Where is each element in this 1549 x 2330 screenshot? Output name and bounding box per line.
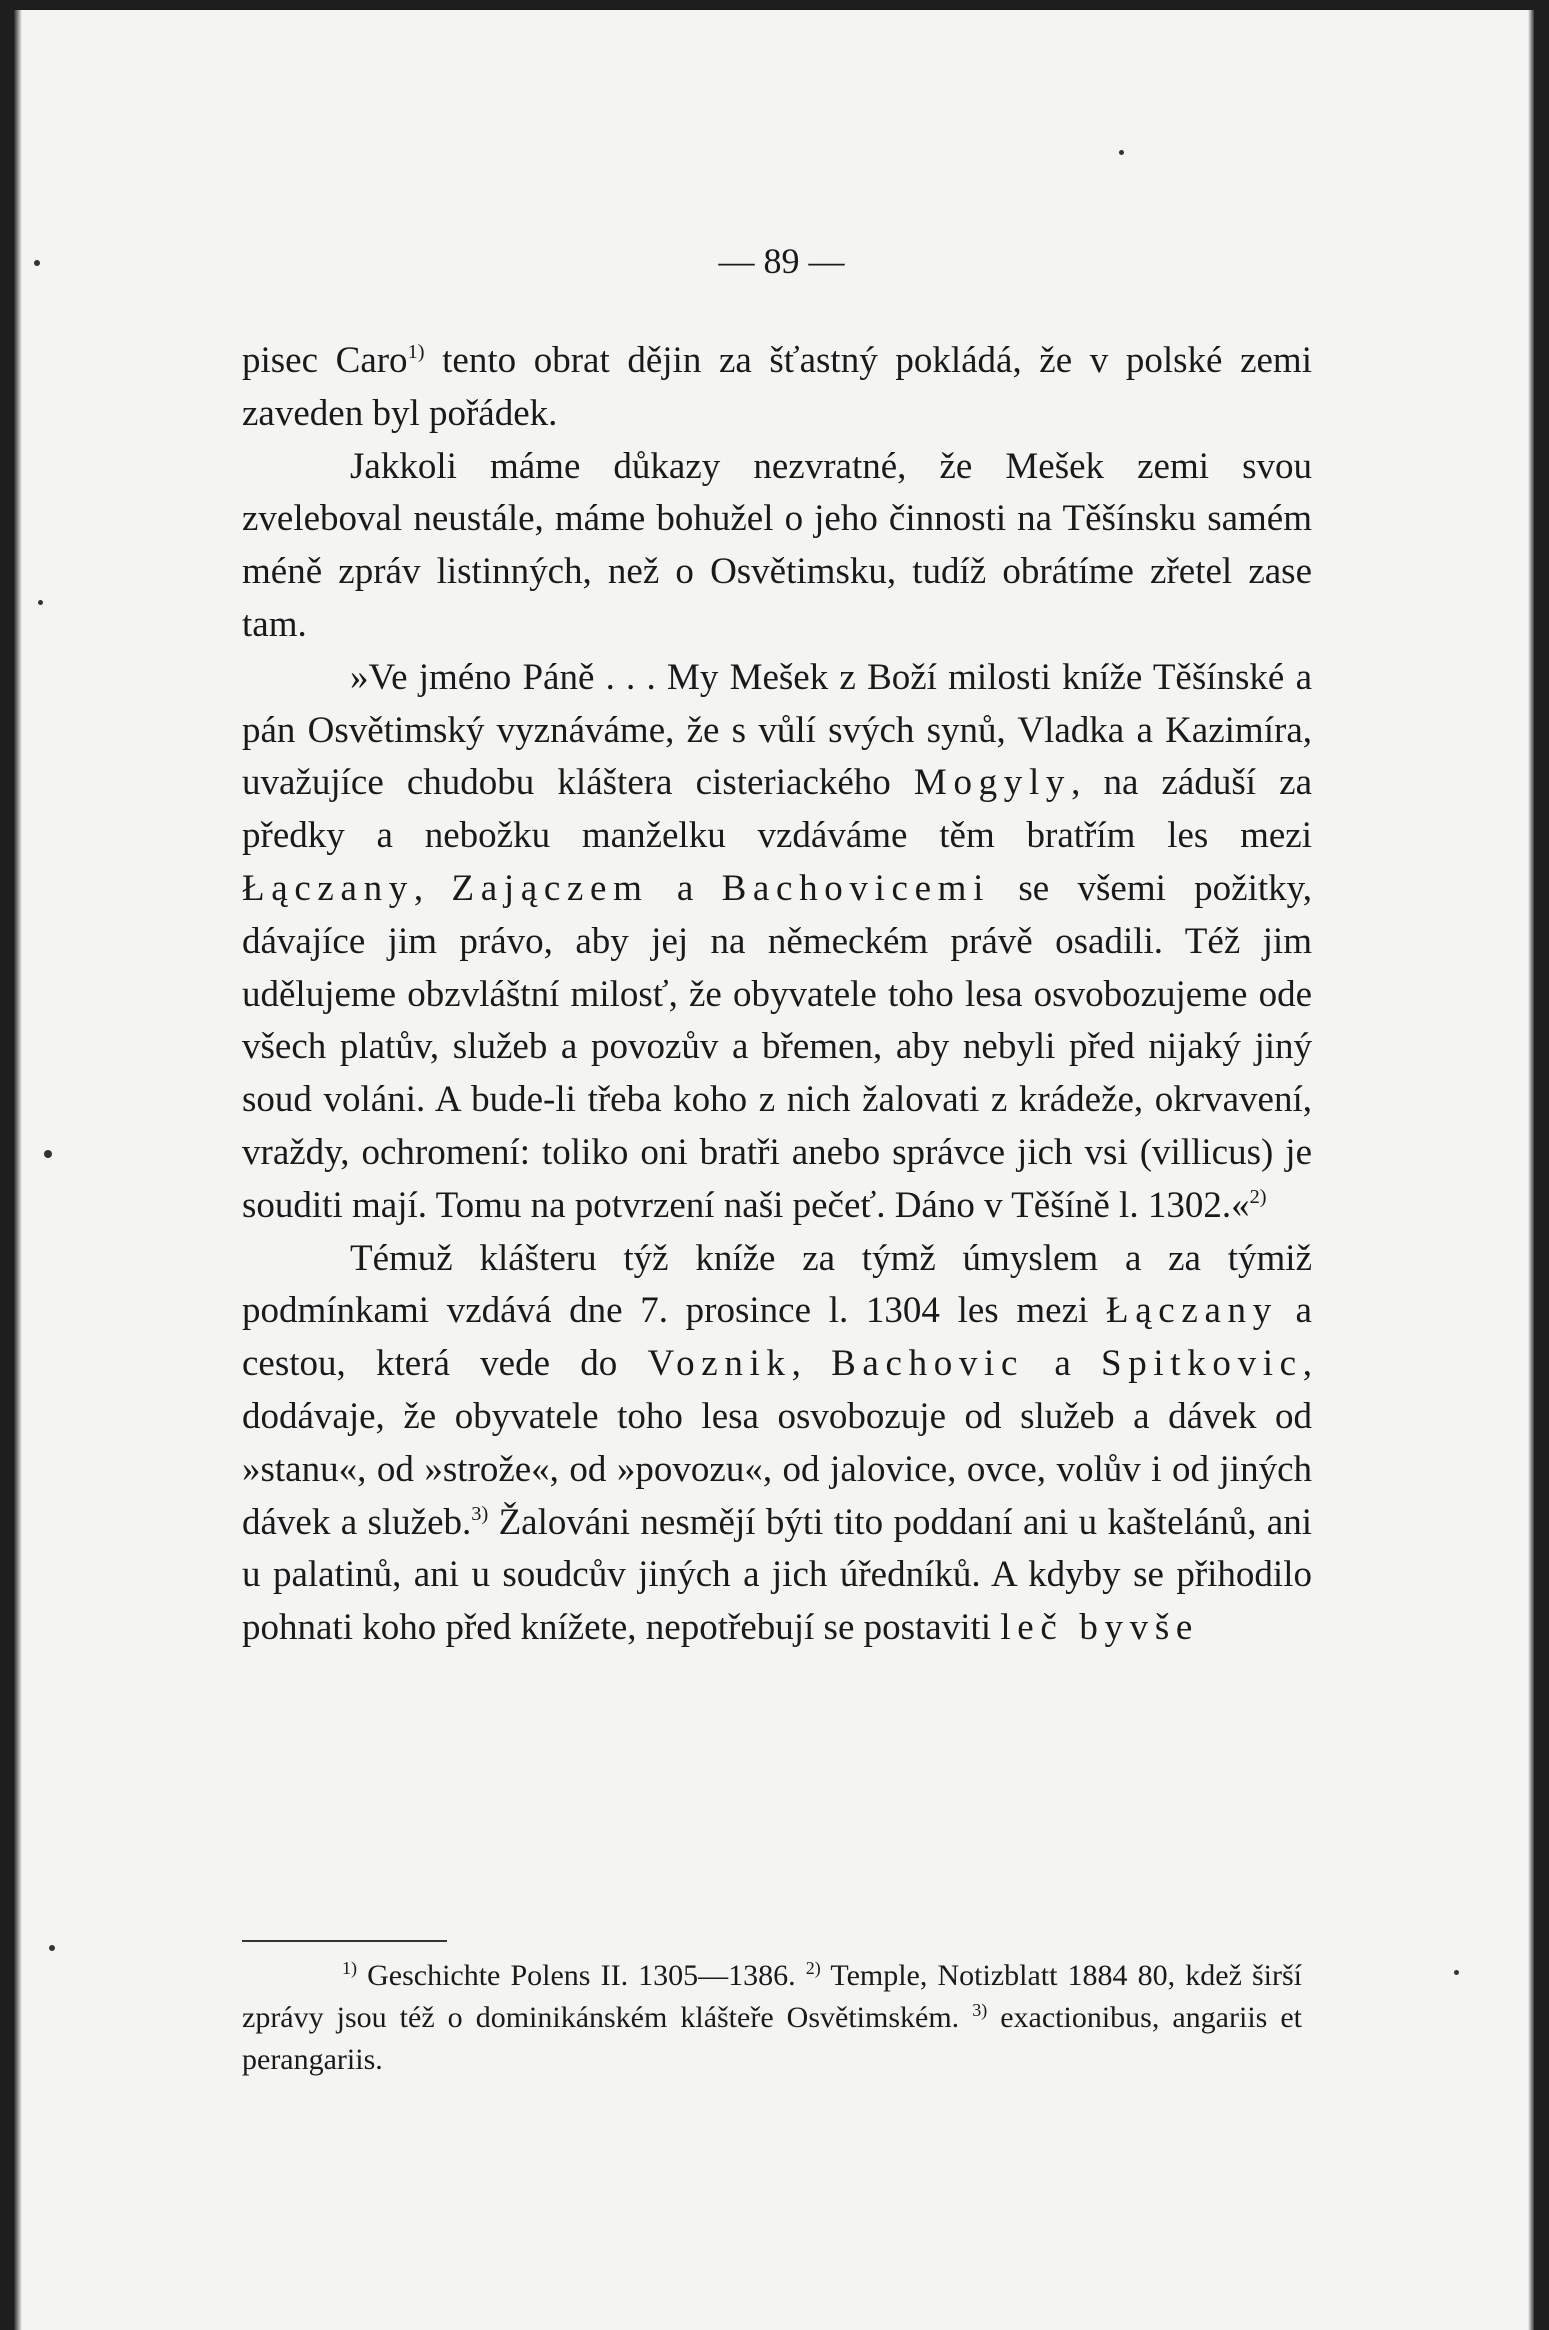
speck-mark	[44, 1150, 52, 1158]
footnote-ref-2: 2)	[1249, 1185, 1267, 1208]
footnote-ref-1: 1)	[407, 340, 425, 363]
footnote-number: 2)	[805, 1958, 821, 1979]
main-text	[242, 335, 1312, 1655]
speck-mark	[38, 600, 43, 605]
place-name: Zajączem	[451, 867, 649, 909]
speck-mark	[1454, 1970, 1459, 1975]
footnote-number: 1)	[342, 1958, 357, 1979]
place-name: Voznik	[647, 1343, 792, 1385]
place-name: Łączany	[1105, 1290, 1278, 1332]
text-run: se všemi požitky, dávajíce jim právo, aby jej na německém právě osadili. Též jim udělujeme obzvláštní milosť, že obyvatele toho lesa osvobozujeme ode všech platův, služeb a povozův a břemen, aby nebyli před nijaký jiný soud voláni. A bude-li třeba koho z nich žalovati z krádeže, okrvavení, vraždy, ochromení: toliko oni bratři anebo správce jich vsi (villicus) je souditi mají. Tomu na potvrzení naši pečeť. Dáno v Těšíně l. 1302.«	[242, 867, 1313, 1226]
text-run: a	[648, 867, 722, 909]
footnote-text: Geschichte Polens II. 1305—1386.	[357, 1959, 806, 1992]
footnote-ref-3: 3)	[471, 1502, 489, 1525]
footnote-separator	[242, 1940, 447, 1942]
place-name: Bachovic	[831, 1343, 1025, 1385]
text-run: Témuž klášteru týž kníže za týmž úmyslem a za týmiž podmínkami vzdává dne 7. prosince l. 1304 les mezi	[242, 1237, 1312, 1332]
book-page	[14, 10, 1534, 2330]
page-number: — 89 —	[718, 241, 845, 281]
footnote-text: Temple, Notizblatt 1884 80, kdež širší zprávy jsou též o dominikánském klášteře Osvětimském.	[242, 1959, 1302, 2034]
place-name: Bachovicemi	[721, 867, 991, 909]
speck-mark	[49, 1945, 55, 1951]
text-run: tento obrat dějin za šťastný pokládá, že v polské zemi zaveden byl pořádek.	[242, 340, 1312, 434]
page-left-edge	[14, 10, 22, 2330]
paragraph-3-charter-quote	[242, 652, 1312, 1233]
paragraph-2: Jakkoli máme důkazy nezvratné, že Mešek zemi svou zveleboval neustále, máme bohužel o jeho činnosti na Těšínsku samém méně zpráv listinných, než o Osvětimsku, tudíž obrátíme zřetel zase tam.	[242, 445, 1312, 645]
place-name: Spitkovic	[1100, 1343, 1303, 1385]
text-run: Žalováni nesmějí býti tito poddaní ani u kaštelánů, ani u palatinů, ani u soudcův jiných a jich úředníků. A kdyby se přihodilo pohnati koho před knížete, nepotřebují se postaviti	[242, 1501, 1312, 1649]
text-run: , dodávaje, že obyvatele toho lesa osvobozuje od služeb a dávek od »stanu«, od »strože«, od »povozu«, od jalovice, ovce, volův i od jiných dávek a služeb.	[242, 1343, 1312, 1543]
place-name: Mogyly	[913, 762, 1072, 804]
footnotes	[242, 1955, 1302, 2081]
text-run: »Ve jméno Páně . . . My Mešek z Boží milosti kníže Těšínské a pán Osvětimský vyznáváme, že s vůlí svých synů, Vladka a Kazimíra, uvažujíce chudobu kláštera cisteriackého	[242, 656, 1312, 804]
page-right-edge	[1528, 10, 1534, 2330]
text-run: a cestou, která vede do	[242, 1290, 1312, 1385]
speck-mark	[1119, 150, 1124, 155]
paragraph-4	[242, 1233, 1312, 1655]
emphasis: leč byvše	[1000, 1607, 1199, 1649]
text-run: a	[1024, 1343, 1101, 1385]
footnote-text: exactionibus, angariis et perangariis.	[242, 2001, 1302, 2076]
text-run: ,	[791, 1343, 832, 1385]
text-run: , na záduší za předky a nebožku manželku vzdáváme těm bratřím les mezi	[242, 762, 1312, 857]
text-run: ,	[413, 867, 452, 909]
place-name: Łączany	[242, 867, 414, 909]
paragraph-1	[242, 335, 1312, 441]
footnote-number: 3)	[972, 2000, 988, 2021]
footnote-block	[242, 1955, 1302, 2081]
text-run: pisec Caro	[242, 340, 408, 381]
